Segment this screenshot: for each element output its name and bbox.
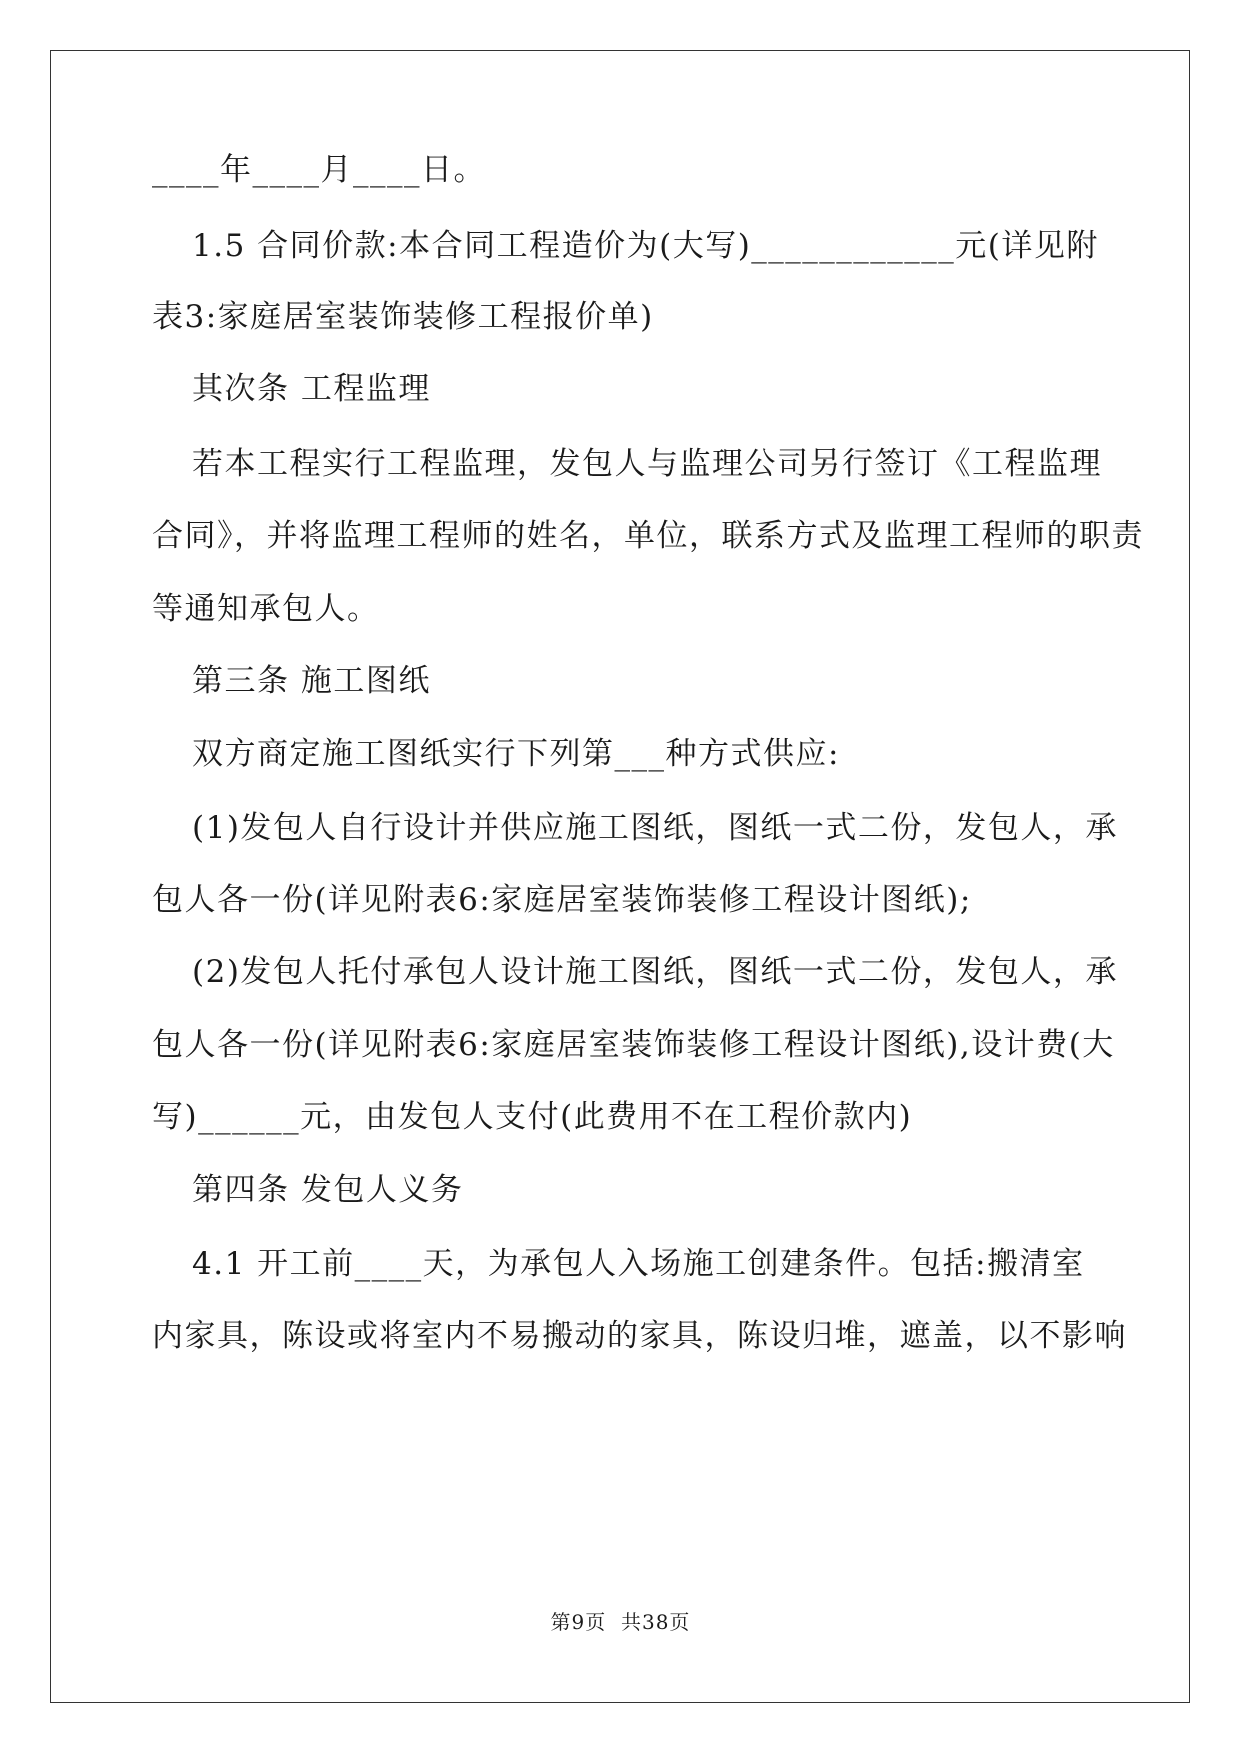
option-2-line-1: (2)发包人托付承包人设计施工图纸，图纸一式二份，发包人，承 [192, 954, 1118, 990]
date-line: ____年____月____日。 [152, 152, 486, 188]
page-number-footer: 第9页 共38页 [550, 1610, 691, 1634]
clause-4-1-line-2: 内家具，陈设或将室内不易搬动的家具，陈设归堆，遮盖，以不影响 [152, 1318, 1127, 1354]
option-1-line-1: (1)发包人自行设计并供应施工图纸，图纸一式二份，发包人，承 [192, 810, 1118, 846]
clause-1-5-line-2: 表3:家庭居室装饰装修工程报价单) [152, 299, 654, 335]
article-3-intro: 双方商定施工图纸实行下列第___种方式供应: [192, 736, 840, 772]
article-2-line-3: 等通知承包人。 [152, 591, 380, 627]
heading-article-3: 第三条 施工图纸 [192, 663, 431, 699]
article-2-line-2: 合同》，并将监理工程师的姓名，单位，联系方式及监理工程师的职责 [152, 518, 1144, 554]
option-2-line-3: 写)______元，由发包人支付(此费用不在工程价款内) [152, 1099, 913, 1135]
option-2-line-2: 包人各一份(详见附表6:家庭居室装饰装修工程设计图纸),设计费(大 [152, 1027, 1115, 1063]
option-1-line-2: 包人各一份(详见附表6:家庭居室装饰装修工程设计图纸); [152, 882, 972, 918]
clause-1-5-line-1: 1.5 合同价款:本合同工程造价为(大写)____________元(详见附 [192, 228, 1099, 264]
article-2-line-1: 若本工程实行工程监理，发包人与监理公司另行签订《工程监理 [192, 446, 1102, 482]
clause-4-1-line-1: 4.1 开工前____天，为承包人入场施工创建条件。包括:搬清室 [192, 1246, 1085, 1282]
heading-article-2: 其次条 工程监理 [192, 371, 431, 407]
heading-article-4: 第四条 发包人义务 [192, 1172, 464, 1208]
